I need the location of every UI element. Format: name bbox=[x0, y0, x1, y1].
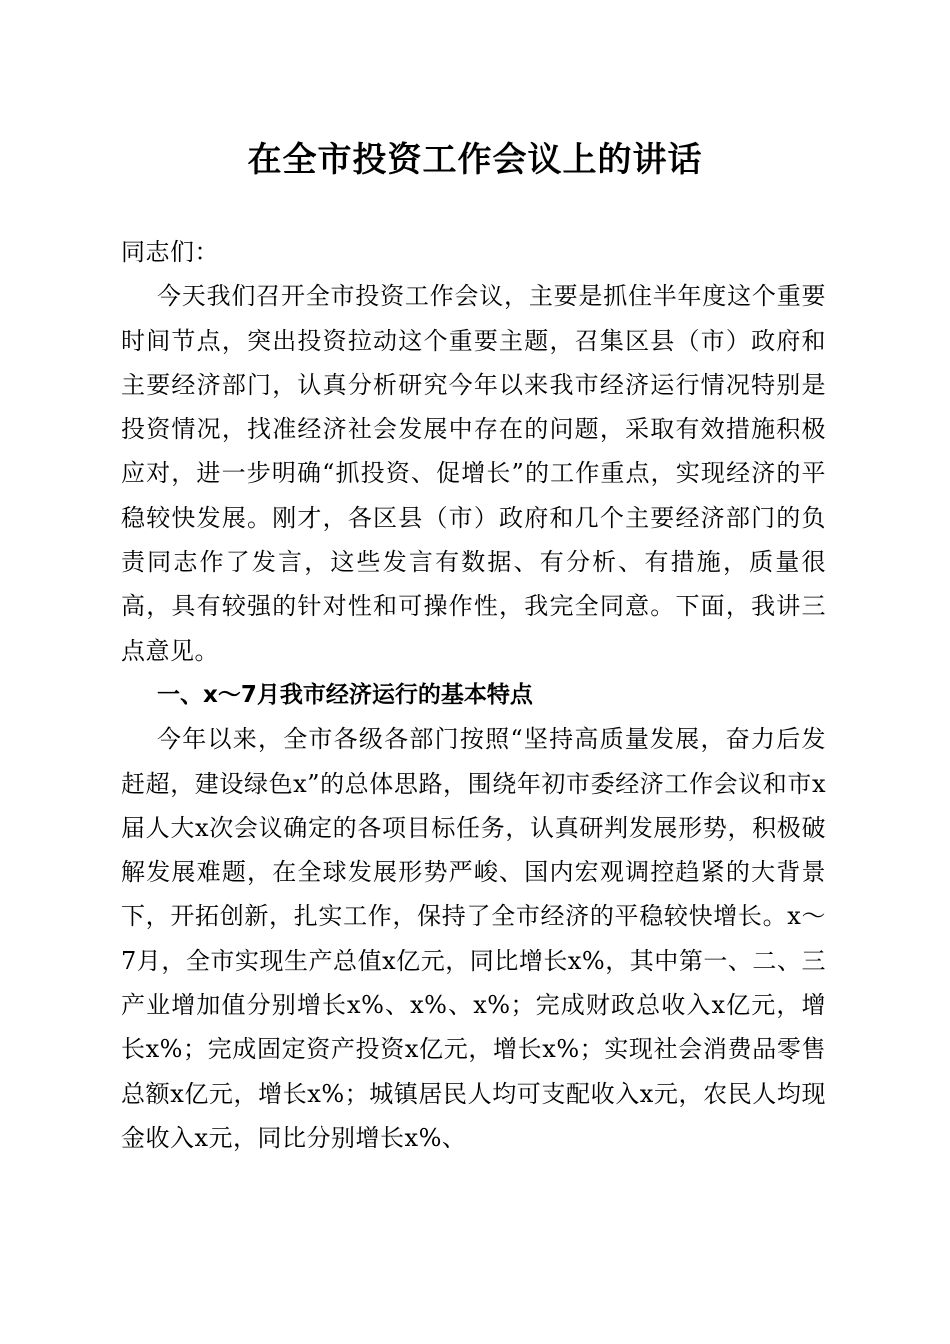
document-body bbox=[121, 230, 826, 1160]
section-paragraph: 今年以来，全市各级各部门按照“坚持高质量发展，奋力后发赶超，建设绿色x”的总体思路，围绕年初市委经济工作会议和市x届人大x次会议确定的各项目标任务，认真研判发展形势，积极破解发展难题，在全球发展形势严峻、国内宏观调控趋紧的大背景下，开拓创新，扎实工作，保持了全市经济的平稳较快增长。x～7月，全市实现生产总值x亿元，同比增长x%，其中第一、二、三产业增加值分别增长x%、x%、x%；完成财政总收入x亿元，增长x%；完成固定资产投资x亿元，增长x%；实现社会消费品零售总额x亿元，增长x%；城镇居民人均可支配收入x元，农民人均现金收入x元，同比分别增长x%、 bbox=[121, 725, 826, 1152]
section-heading: 一、x～7月我市经济运行的基本特点 bbox=[157, 681, 533, 708]
document-title: 在全市投资工作会议上的讲话 bbox=[247, 140, 703, 180]
salutation: 同志们： bbox=[121, 238, 219, 266]
intro-paragraph: 今天我们召开全市投资工作会议，主要是抓住半年度这个重要时间节点，突出投资拉动这个重要主题，召集区县（市）政府和主要经济部门，认真分析研究今年以来我市经济运行情况特别是投资情况，找准经济社会发展中存在的问题，采取有效措施积极应对，进一步明确“抓投资、促增长”的工作重点，实现经济的平稳较快发展。刚才，各区县（市）政府和几个主要经济部门的负责同志作了发言，这些发言有数据、有分析、有措施，质量很高，具有较强的针对性和可操作性，我完全同意。下面，我讲三点意见。 bbox=[121, 282, 826, 665]
